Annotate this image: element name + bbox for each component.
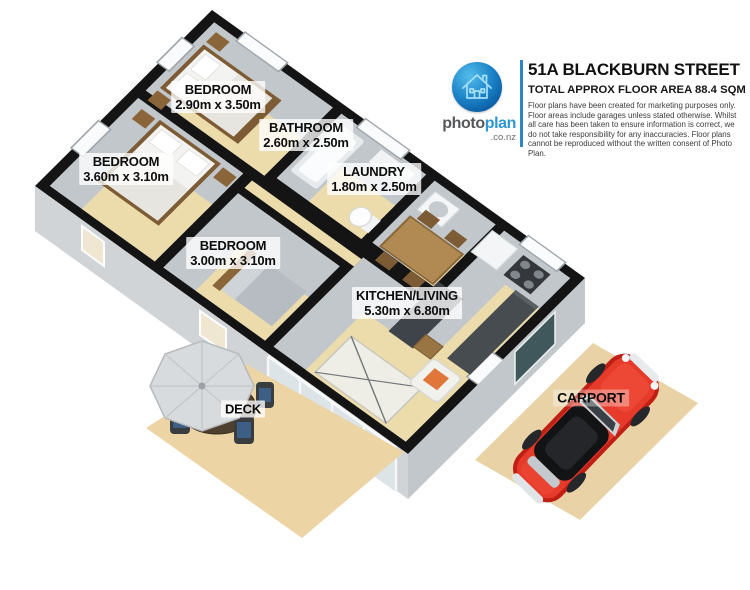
house-icon bbox=[452, 62, 502, 112]
room-name: KITCHEN/LIVING bbox=[356, 288, 458, 303]
room-label-laundry bbox=[327, 163, 421, 195]
disclaimer-text: Floor plans have been created for marketing purposes only. Floor areas include garages unless stated otherwise. Whilst all care has been taken to ensure information is correct, we do not take responsibility for any inaccuracies. Floor plans cannot be reproduced without the written consent of Photo Plan. bbox=[528, 101, 737, 158]
room-label-kitchen-living bbox=[352, 287, 462, 319]
room-name: BEDROOM bbox=[199, 238, 267, 253]
floor-area-subtitle: TOTAL APPROX FLOOR AREA 88.4 SQM bbox=[528, 84, 746, 96]
room-name: BATHROOM bbox=[269, 120, 343, 135]
room-dims: 5.30m x 6.80m bbox=[364, 303, 450, 318]
room-dims: 1.80m x 2.50m bbox=[331, 179, 417, 194]
room-dims: 3.00m x 3.10m bbox=[190, 253, 276, 268]
room-name: LAUNDRY bbox=[343, 164, 405, 179]
room-label-bathroom bbox=[259, 119, 353, 151]
room-dims: 2.90m x 3.50m bbox=[175, 97, 261, 112]
header-divider bbox=[520, 60, 523, 147]
photoplan-logo bbox=[452, 62, 502, 112]
room-label-bedroom-2 bbox=[79, 153, 173, 185]
room-name: BEDROOM bbox=[184, 82, 252, 97]
room-dims: 2.60m x 2.50m bbox=[263, 135, 349, 150]
room-dims: 3.60m x 3.10m bbox=[83, 169, 169, 184]
brand-plan: plan bbox=[484, 115, 516, 132]
brand-photo: photo bbox=[442, 115, 485, 132]
room-label-bedroom-3 bbox=[186, 237, 280, 269]
room-label-carport: CARPORT bbox=[553, 390, 629, 407]
room-label-bedroom-1 bbox=[171, 81, 265, 113]
room-name: BEDROOM bbox=[92, 154, 160, 169]
page-title: 51A BLACKBURN STREET bbox=[528, 60, 740, 79]
brand-tld: .co.nz bbox=[490, 132, 516, 143]
patio-umbrella bbox=[150, 341, 254, 431]
room-label-deck: DECK bbox=[221, 401, 265, 418]
brand-name bbox=[438, 115, 516, 132]
